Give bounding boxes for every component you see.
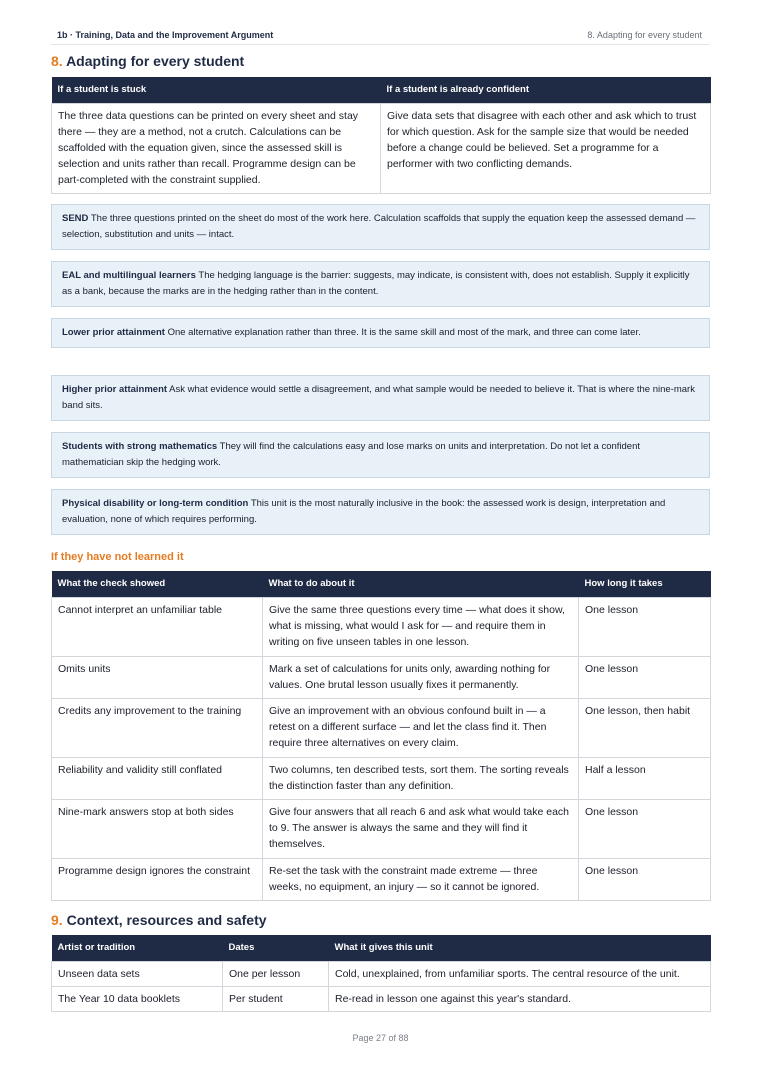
table-row — [52, 987, 711, 1012]
callout-text: One alternative explanation rather than three. It is the same skill and most of the mark, and three can come later. — [167, 327, 641, 338]
callout-strong-maths — [51, 432, 710, 478]
header-dates: Dates — [223, 935, 329, 962]
cell-check: Omits units — [52, 657, 263, 699]
cell-check: Nine-mark answers stop at both sides — [52, 800, 263, 859]
table-row — [52, 699, 711, 758]
running-head-title: 1b · Training, Data and the Improvement Argument — [57, 30, 274, 40]
section-8-number: 8. — [51, 53, 63, 69]
resources-table-header — [52, 935, 711, 962]
callout-text: The three questions printed on the sheet do most of the work here. Calculation scaffolds that supply the equation keep the assessed demand — selection, substitution and units — intact. — [62, 213, 696, 240]
cell-dates: Per student — [223, 987, 329, 1012]
header-action: What to do about it — [263, 571, 579, 598]
not-learned-table-header — [52, 571, 711, 598]
callout-label: Students with strong mathematics — [62, 441, 218, 452]
cell-duration: One lesson, then habit — [579, 699, 711, 758]
cell-check: Reliability and validity still conflated — [52, 758, 263, 800]
cell-duration: One lesson — [579, 800, 711, 859]
cell-confident: Give data sets that disagree with each other and ask which to trust for which question. Ask for the sample size that would be needed before a change could be believed. Set a programme for a performer with two conflicting demands. — [381, 104, 711, 194]
table-row — [52, 962, 711, 987]
callout-label: Higher prior attainment — [62, 384, 168, 395]
header-confident: If a student is already confident — [381, 77, 711, 104]
section-9-title: Context, resources and safety — [66, 912, 267, 928]
cell-action: Give four answers that all reach 6 and ask what would take each to 9. The answer is always the same and they will find it themselves. — [263, 800, 579, 859]
header-artist: Artist or tradition — [52, 935, 223, 962]
cell-artist: The Year 10 data booklets — [52, 987, 223, 1012]
cell-check: Cannot interpret an unfamiliar table — [52, 598, 263, 657]
cell-check: Programme design ignores the constraint — [52, 859, 263, 901]
cell-action: Give an improvement with an obvious confound built in — a retest on a different surface — and let the class find it. Then require three alternatives on every claim. — [263, 699, 579, 758]
cell-check: Credits any improvement to the training — [52, 699, 263, 758]
resources-table — [51, 935, 711, 1012]
cell-dates: One per lesson — [223, 962, 329, 987]
callout-lower-prior — [51, 318, 710, 348]
callout-text: Ask what evidence would settle a disagreement, and what sample would be needed to believe it. That is where the nine-mark band sits. — [62, 384, 695, 411]
cell-stuck: The three data questions can be printed on every sheet and stay there — they are a method, not a crutch. Calculations can be scaffolded with the equation given, since the assessed skill is selection and units rather than recall. Programme design can be part-completed with the constraint supplied. — [52, 104, 381, 194]
callout-physical-disability — [51, 489, 710, 535]
cell-contribution: Re-read in lesson one against this year's standard. — [329, 987, 711, 1012]
header-duration: How long it takes — [579, 571, 711, 598]
cell-action: Two columns, ten described tests, sort them. The sorting reveals the distinction faster than any definition. — [263, 758, 579, 800]
running-head — [51, 28, 710, 45]
not-learned-table — [51, 571, 711, 901]
cell-action: Re-set the task with the constraint made extreme — three weeks, no equipment, an injury — so it cannot be ignored. — [263, 859, 579, 901]
callout-label: SEND — [62, 213, 89, 224]
cell-action: Give the same three questions every time — what does it show, what is missing, what would I ask for — and require them in writing on five unseen tables in one lesson. — [263, 598, 579, 657]
section-9-heading — [51, 911, 267, 929]
callout-text: They will find the calculations easy and lose marks on units and interpretation. Do not let a confident mathematician skip the hedging work. — [62, 441, 641, 468]
cell-contribution: Cold, unexplained, from unfamiliar sports. The central resource of the unit. — [329, 962, 711, 987]
cell-artist: Unseen data sets — [52, 962, 223, 987]
table-row — [52, 758, 711, 800]
callout-send — [51, 204, 710, 250]
section-8-heading — [51, 52, 244, 70]
callout-higher-prior — [51, 375, 710, 421]
section-8-title: Adapting for every student — [66, 53, 245, 69]
callout-text: This unit is the most naturally inclusive in the book: the assessed work is design, interpretation and evaluation, none of which requires performing. — [62, 498, 666, 525]
header-contribution: What it gives this unit — [329, 935, 711, 962]
callout-label: Lower prior attainment — [62, 327, 165, 338]
running-head-section: 8. Adapting for every student — [587, 30, 702, 40]
cell-duration: One lesson — [579, 657, 711, 699]
adapting-table — [51, 77, 711, 194]
callout-eal — [51, 261, 710, 307]
callout-text: The hedging language is the barrier: suggests, may indicate, is consistent with, does not establish. Supply it explicitly as a bank, because the marks are in the hedging rather than in the content. — [62, 270, 690, 297]
table-row — [52, 598, 711, 657]
cell-action: Mark a set of calculations for units only, awarding nothing for values. One brutal lesson usually fixes it permanently. — [263, 657, 579, 699]
table-row — [52, 104, 711, 194]
table-row — [52, 657, 711, 699]
header-stuck: If a student is stuck — [52, 77, 381, 104]
page-number: Page 27 of 88 — [352, 1033, 409, 1043]
cell-duration: One lesson — [579, 598, 711, 657]
adapting-table-header — [52, 77, 711, 104]
cell-duration: Half a lesson — [579, 758, 711, 800]
section-9-number: 9. — [51, 912, 63, 928]
callout-label: EAL and multilingual learners — [62, 270, 196, 281]
not-learned-heading: If they have not learned it — [51, 551, 184, 563]
header-check: What the check showed — [52, 571, 263, 598]
cell-duration: One lesson — [579, 859, 711, 901]
callout-label: Physical disability or long-term condition — [62, 498, 249, 509]
table-row — [52, 800, 711, 859]
table-row — [52, 859, 711, 901]
